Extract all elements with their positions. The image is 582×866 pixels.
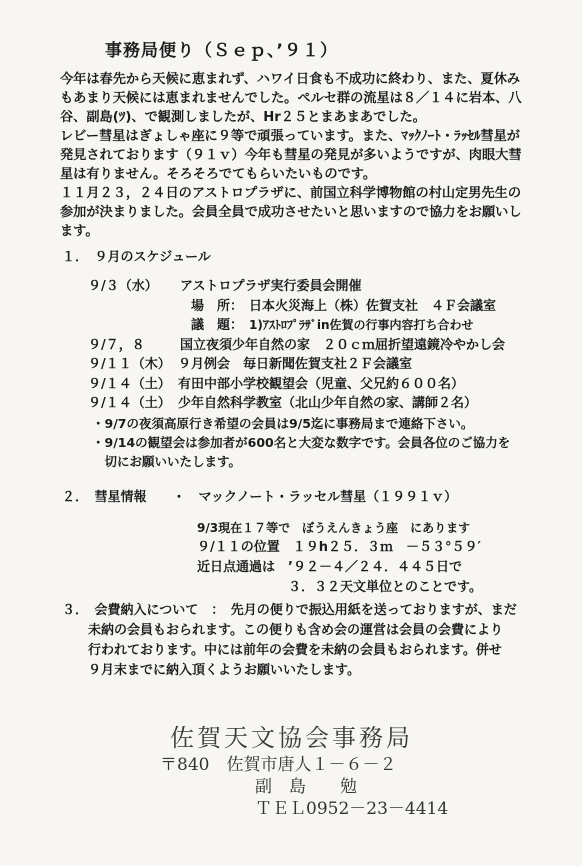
office-stamp <box>160 754 448 820</box>
fees-line: ９月末までに納入頂くようお願いいたします。 <box>62 663 360 678</box>
comet-line: ９/１１の位置 １９h２５．３ｍ －５３°５９′ <box>197 540 481 555</box>
subitem-label: 場 所： <box>191 298 244 314</box>
fees-section <box>62 601 572 681</box>
schedule-text: 少年自然科学教室（北山少年自然の家、講師２名） <box>178 396 478 411</box>
schedule-notes <box>92 414 562 471</box>
subitem-text: 1)ｱｽﾄﾛﾌﾟﾗｻﾞin佐賀の行事内容打ち合わせ <box>249 318 474 332</box>
schedule-subitem <box>88 316 568 336</box>
intro-line: 今年は春先から天候に恵まれず、ハワイ日食も不成功に終わり、また、夏休み <box>60 72 521 87</box>
comet-info <box>197 518 482 598</box>
schedule-list <box>88 277 568 414</box>
subitem-text: 日本火災海上（株）佐賀支社 ４Ｆ会議室 <box>249 298 497 314</box>
schedule-date: ９/７，８ <box>88 337 145 353</box>
schedule-item <box>88 336 568 356</box>
intro-paragraph <box>60 70 570 241</box>
schedule-subitem <box>88 297 568 317</box>
office-tel: ＴＥＬ0952－23－4414 <box>255 799 449 819</box>
schedule-date: ９/３（水） <box>88 279 158 294</box>
schedule-item <box>88 355 568 375</box>
intro-line: 発見されております（９１ｖ）今年も彗星の発見が多いようですが、肉眼大彗 <box>60 148 522 163</box>
fees-line: ３． 会費納入について ： 先月の便りで振込用紙を送っておりますが、まだ <box>62 603 517 618</box>
office-address: 〒840 佐賀市唐人１－６－２ <box>160 755 397 775</box>
schedule-date: ９/１４（土） <box>88 396 171 411</box>
schedule-date: ９/１４（土） <box>88 376 171 392</box>
schedule-item <box>88 375 568 395</box>
office-person: 副 島 勉 <box>255 777 357 797</box>
comet-heading: ２． 彗星情報 ・ マックノート・ラッセル彗星（１９９１ｖ） <box>62 490 458 505</box>
fees-line: 未納の会員もおられます。この便りも含め会の運営は会員の会費により <box>62 623 503 638</box>
intro-line: 谷、副島(ﾂ)、で観測しましたが、Hr２５とまあまあでした。 <box>60 110 426 125</box>
schedule-text: アストロプラザ実行委員会開催 <box>180 279 362 294</box>
comet-line: ３．３２天文単位とのことです。 <box>197 580 482 595</box>
intro-line: もあまり天候には恵まれませんでした。ペルセ群の流星は８／１４に岩本、八 <box>60 91 522 106</box>
intro-line: 星は有りません。そろそろでてもらいたいものです。 <box>60 167 377 182</box>
schedule-item <box>88 277 568 297</box>
subitem-label: 議 題： <box>191 318 244 333</box>
note-line: 切にお願いいたします。 <box>92 454 242 469</box>
office-name: 佐賀天文協会事務局 <box>170 724 413 752</box>
schedule-heading: １． ９月のスケジュール <box>62 250 211 265</box>
schedule-item <box>88 394 568 414</box>
schedule-text: 国立夜須少年自然の家 ２０ｃｍ屈折望遠鏡冷やかし会 <box>180 337 506 353</box>
intro-line: ます。 <box>60 224 99 239</box>
intro-line: 参加が決まりました。会員全員で成功させたいと思いますので協力をお願いし <box>60 205 522 220</box>
fees-line: 行われております。中には前年の会費を未納の会員もおられます。併せ <box>62 643 502 658</box>
comet-line: 近日点通過は ’９２－４／２４．４４５日で <box>197 560 462 575</box>
schedule-text: ９月例会 毎日新聞佐賀支社２Ｆ会議室 <box>178 357 413 372</box>
intro-line: レビー彗星はぎょしゃ座に９等で頑張っています。また、ﾏｯｸﾉｰﾄ・ﾗｯｾﾙ彗星が <box>60 129 520 144</box>
schedule-date: ９/１１（木） <box>88 357 171 372</box>
note-line: ・9/14の観望会は参加者が600名と大変な数字です。会員各位のご協力を <box>92 435 511 450</box>
intro-line: １１月２３，２４日のアストロプラザに、前国立科学博物館の村山定男先生の <box>60 186 522 201</box>
schedule-text: 有田中部小学校観望会（児童、父兄約６００名） <box>178 376 465 392</box>
newsletter-title: 事務局便り（Ｓｅｐ、’９１） <box>105 41 338 61</box>
note-line: ・9/7の夜須高原行き希望の会員は9/5迄に事務局まで連絡下さい。 <box>92 416 474 431</box>
comet-line: 9/3現在１７等で ぼうえんきょう座 にあります <box>197 521 471 535</box>
